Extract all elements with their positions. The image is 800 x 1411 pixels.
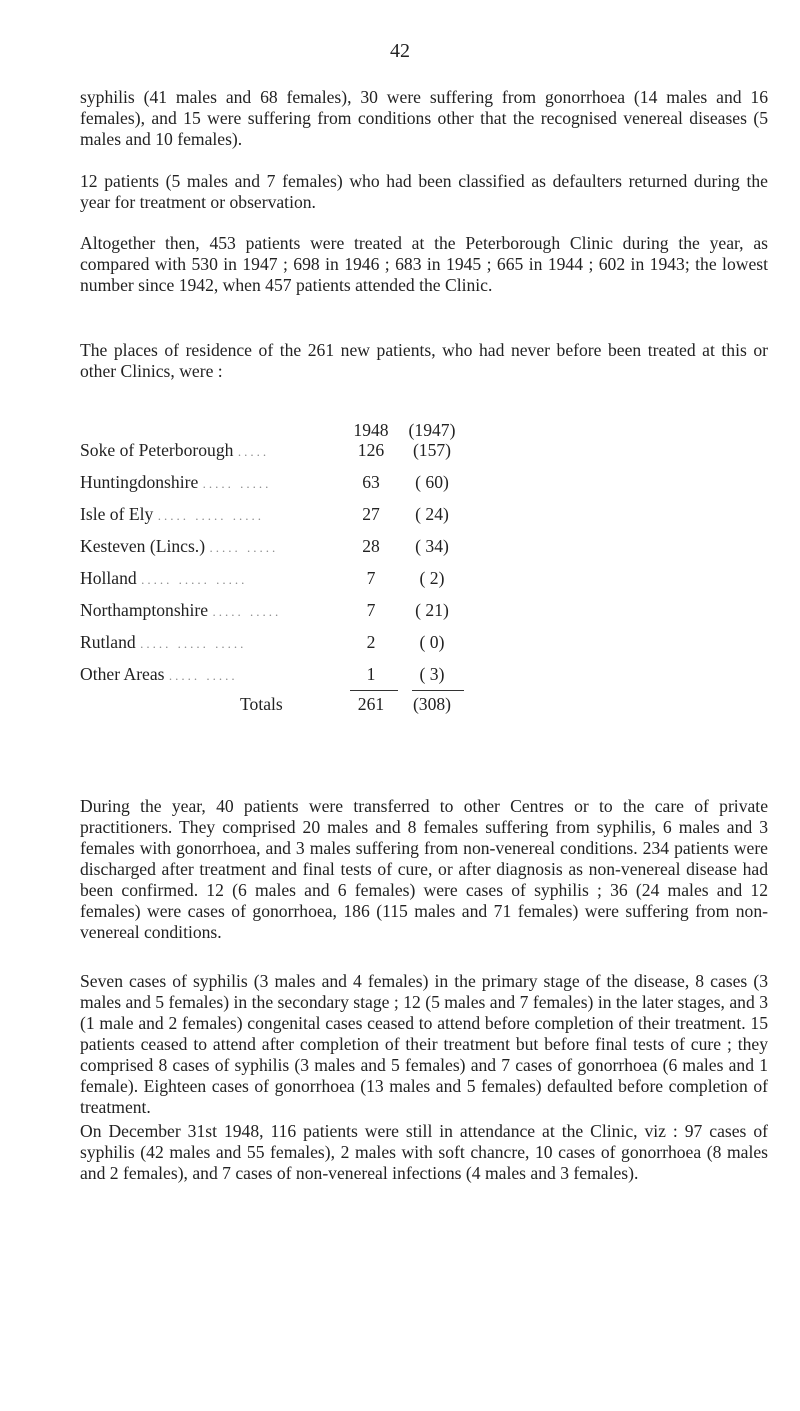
residence-table bbox=[80, 420, 768, 700]
value-1948: 28 bbox=[362, 536, 380, 556]
place-name: Other Areas ..... ..... bbox=[80, 664, 238, 684]
paragraph-patients-treated-totals: Altogether then, 453 patients were treated at the Peterborough Clinic during the year, as compared with 530 in 1947 ; 698 in 1946 ; 683 in 1945 ; 665 in 1944 ; 602 in 1943; the lowest number since 1942, when 457 patients attended the Clinic. bbox=[80, 233, 768, 295]
page-number: 42 bbox=[390, 40, 410, 62]
totals-rule-1947 bbox=[412, 690, 464, 691]
place-name: Kesteven (Lincs.) ..... ..... bbox=[80, 536, 279, 556]
table-row bbox=[80, 472, 768, 496]
value-1948: 126 bbox=[357, 440, 385, 460]
value-1947: (157) bbox=[412, 440, 452, 460]
value-1947: ( 0) bbox=[419, 632, 445, 652]
totals-row bbox=[80, 694, 768, 718]
total-1948: 261 bbox=[357, 694, 385, 714]
place-name: Isle of Ely ..... ..... ..... bbox=[80, 504, 264, 524]
paragraph-still-in-attendance: On December 31st 1948, 116 patients were still in attendance at the Clinic, viz : 97 cases of syphilis (42 males and 55 females), 2 males with soft chancre, 10 cases of gonorrhoea (8 males and 2 females), and 7 cases of non-venereal infections (4 males and 3 females). bbox=[80, 1121, 768, 1183]
place-name: Rutland ..... ..... ..... bbox=[80, 632, 247, 652]
value-1948: 1 bbox=[366, 664, 376, 684]
header-1947: (1947) bbox=[408, 420, 456, 440]
paragraph-cases-ceased-attending: Seven cases of syphilis (3 males and 4 females) in the primary stage of the disease, 8 cases (3 males and 5 females) in the secondary stage ; 12 (5 males and 7 females) in the later stages, and 3 (1 male and 2 females) congenital cases ceased to attend before completion of their treatment. 15 patients ceased to attend after completion of their treatment but before final tests of cure ; they comprised 8 cases of syphilis (3 males and 5 females) and 7 cases of gonorrhoea (6 males and 1 female). Eighteen cases of gonorrhoea (13 males and 5 females) defaulted before completion of treatment. bbox=[80, 971, 768, 1117]
place-name: Holland ..... ..... ..... bbox=[80, 568, 248, 588]
place-name: Northamptonshire ..... ..... bbox=[80, 600, 282, 620]
value-1948: 27 bbox=[362, 504, 380, 524]
value-1948: 2 bbox=[366, 632, 376, 652]
value-1947: ( 3) bbox=[419, 664, 445, 684]
value-1947: ( 34) bbox=[415, 536, 449, 556]
table-row bbox=[80, 600, 768, 624]
place-name: Huntingdonshire ..... ..... bbox=[80, 472, 272, 492]
header-1948: 1948 bbox=[353, 420, 389, 440]
totals-label: Totals bbox=[240, 694, 283, 714]
paragraph-places-of-residence-intro: The places of residence of the 261 new patients, who had never before been treated at this or other Clinics, were : bbox=[80, 340, 768, 381]
table-row bbox=[80, 536, 768, 560]
table-row bbox=[80, 504, 768, 528]
value-1947: ( 21) bbox=[415, 600, 449, 620]
paragraph-defaulters-returned: 12 patients (5 males and 7 females) who had been classified as defaulters returned during the year for treatment or observation. bbox=[80, 171, 768, 212]
table-row bbox=[80, 664, 768, 688]
totals-rule-1948 bbox=[350, 690, 398, 691]
paragraph-syphilis-gonorrhoea-counts: syphilis (41 males and 68 females), 30 were suffering from gonorrhoea (14 males and 16 females), and 15 were suffering from conditions other that the recognised venereal diseases (5 males and 10 females). bbox=[80, 87, 768, 149]
table-row bbox=[80, 568, 768, 592]
place-name: Soke of Peterborough ..... bbox=[80, 440, 270, 460]
value-1947: ( 60) bbox=[415, 472, 449, 492]
value-1948: 7 bbox=[366, 568, 376, 588]
paragraph-transfers-and-discharges: During the year, 40 patients were transferred to other Centres or to the care of private practitioners. They comprised 20 males and 8 females suffering from syphilis, 6 males and 3 females with gonorrhoea, and 3 males suffering from non-venereal conditions. 234 patients were discharged after treatment and final tests of cure, or after diagnosis as non-venereal disease had been confirmed. 12 (6 males and 6 females) were cases of syphilis ; 36 (24 males and 12 females) were cases of gonorrhoea, 186 (115 males and 71 females) were suffering from non-venereal conditions. bbox=[80, 796, 768, 942]
value-1947: ( 24) bbox=[415, 504, 449, 524]
total-1947: (308) bbox=[412, 694, 452, 714]
value-1948: 7 bbox=[366, 600, 376, 620]
value-1947: ( 2) bbox=[419, 568, 445, 588]
value-1948: 63 bbox=[362, 472, 380, 492]
table-row bbox=[80, 440, 768, 464]
table-row bbox=[80, 632, 768, 656]
